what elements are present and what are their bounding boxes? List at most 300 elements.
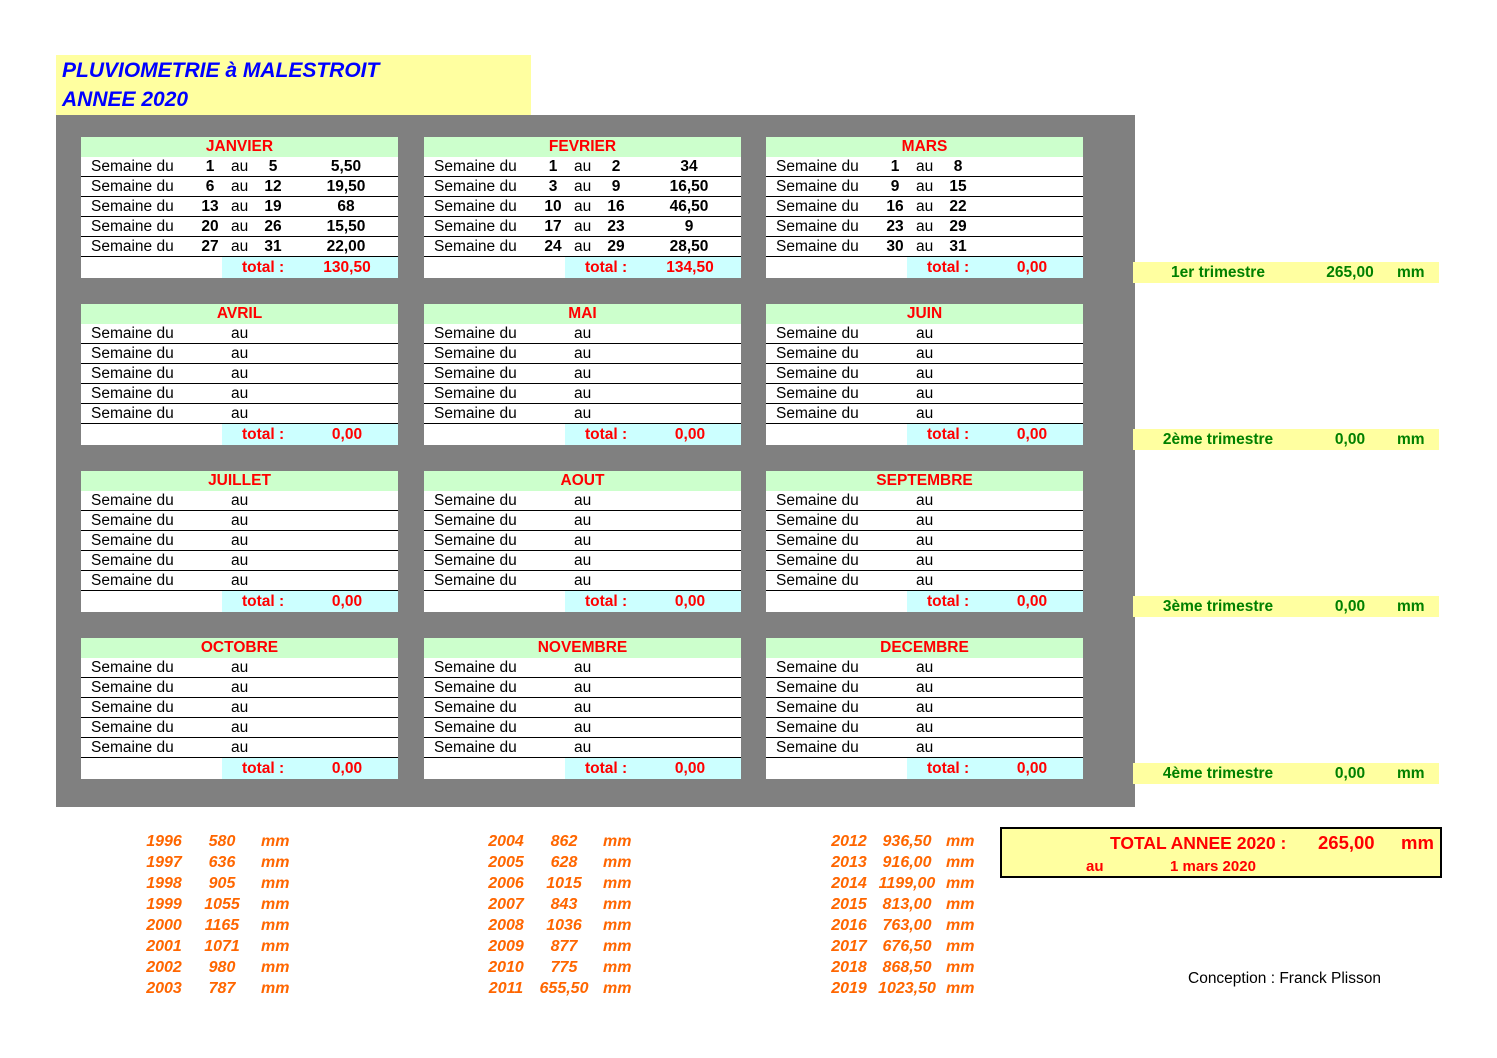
week-label: Semaine du (91, 345, 174, 362)
week-rainfall-value: 5,50 (330, 158, 362, 175)
week-row (81, 237, 398, 257)
week-label: Semaine du (91, 679, 174, 696)
week-end-day: 15 (949, 178, 967, 195)
week-row (766, 551, 1083, 571)
month-header: MARS (766, 137, 1083, 157)
week-row (424, 511, 741, 531)
month-total-cell (907, 758, 1083, 779)
history-unit: mm (261, 959, 290, 976)
history-year: 2000 (146, 917, 182, 934)
week-start-day: 17 (544, 218, 562, 235)
week-rainfall-value: 34 (680, 158, 698, 175)
week-au-label: au (574, 365, 592, 382)
quarter-unit: mm (1397, 598, 1425, 615)
week-label: Semaine du (91, 218, 174, 235)
week-row (424, 217, 741, 237)
history-value: 580 (208, 833, 236, 850)
week-row (81, 344, 398, 364)
week-au-label: au (574, 158, 592, 175)
week-label: Semaine du (776, 572, 859, 589)
history-year: 2013 (831, 854, 867, 871)
history-unit: mm (946, 980, 975, 997)
month-header: FEVRIER (424, 137, 741, 157)
month-total-cell (907, 591, 1083, 612)
history-unit: mm (946, 896, 975, 913)
week-start-day: 3 (548, 178, 558, 195)
week-label: Semaine du (776, 552, 859, 569)
week-rainfall-value: 68 (337, 198, 355, 215)
week-row (424, 551, 741, 571)
history-value: 628 (550, 854, 578, 871)
page-subtitle-year: ANNEE 2020 (62, 88, 189, 111)
month-total-cell (222, 257, 398, 278)
week-label: Semaine du (776, 405, 859, 422)
history-unit: mm (261, 980, 290, 997)
history-unit: mm (261, 833, 290, 850)
week-au-label: au (574, 719, 592, 736)
month-block (424, 304, 741, 445)
week-au-label: au (574, 512, 592, 529)
week-start-day: 27 (201, 238, 219, 255)
week-rainfall-value: 9 (684, 218, 694, 235)
week-au-label: au (574, 699, 592, 716)
month-block (81, 638, 398, 779)
week-label: Semaine du (776, 532, 859, 549)
month-total-row (81, 257, 398, 278)
history-value: 636 (208, 854, 236, 871)
history-value: 877 (550, 938, 578, 955)
week-start-day: 24 (544, 238, 562, 255)
week-au-label: au (916, 719, 934, 736)
week-label: Semaine du (776, 218, 859, 235)
history-unit: mm (261, 896, 290, 913)
week-label: Semaine du (434, 345, 517, 362)
week-row (424, 237, 741, 257)
quarter-value: 0,00 (1334, 431, 1366, 448)
week-label: Semaine du (776, 325, 859, 342)
month-total-row (81, 424, 398, 445)
week-label: Semaine du (91, 238, 174, 255)
month-header: AVRIL (81, 304, 398, 324)
week-row (766, 344, 1083, 364)
week-end-day: 29 (949, 218, 967, 235)
week-label: Semaine du (91, 552, 174, 569)
week-au-label: au (574, 178, 592, 195)
week-rainfall-value: 46,50 (669, 198, 709, 215)
week-label: Semaine du (91, 198, 174, 215)
history-unit: mm (946, 917, 975, 934)
history-year: 1997 (146, 854, 182, 871)
history-year: 2018 (831, 959, 867, 976)
quarter-total (1133, 763, 1439, 784)
month-total-value: 0,00 (331, 426, 363, 443)
week-au-label: au (574, 325, 592, 342)
week-label: Semaine du (434, 719, 517, 736)
week-label: Semaine du (776, 158, 859, 175)
week-row (81, 531, 398, 551)
week-row (424, 678, 741, 698)
week-row (766, 177, 1083, 197)
week-row (766, 157, 1083, 177)
history-value: 1055 (204, 896, 240, 913)
week-label: Semaine du (91, 532, 174, 549)
quarter-label: 4ème trimestre (1162, 765, 1274, 782)
week-row (424, 491, 741, 511)
week-au-label: au (916, 325, 934, 342)
month-total-cell (222, 424, 398, 445)
month-total-label: total : (927, 760, 970, 777)
month-total-row (766, 758, 1083, 779)
week-end-day: 31 (264, 238, 282, 255)
week-row (424, 571, 741, 591)
history-year: 2012 (831, 833, 867, 850)
week-rainfall-value: 15,50 (326, 218, 366, 235)
week-label: Semaine du (776, 679, 859, 696)
week-row (766, 658, 1083, 678)
week-label: Semaine du (434, 405, 517, 422)
week-row (424, 197, 741, 217)
week-label: Semaine du (776, 178, 859, 195)
week-end-day: 19 (264, 198, 282, 215)
week-end-day: 9 (611, 178, 621, 195)
week-label: Semaine du (434, 198, 517, 215)
week-row (424, 718, 741, 738)
week-label: Semaine du (776, 365, 859, 382)
week-label: Semaine du (434, 365, 517, 382)
month-total-label: total : (242, 259, 285, 276)
history-year: 2011 (488, 980, 524, 997)
week-start-day: 1 (548, 158, 558, 175)
week-label: Semaine du (434, 699, 517, 716)
history-value: 1165 (204, 917, 240, 934)
week-start-day: 23 (886, 218, 904, 235)
year-total-unit: mm (1401, 832, 1434, 853)
week-start-day: 1 (205, 158, 215, 175)
history-value: 676,50 (882, 938, 932, 955)
month-total-value: 0,00 (331, 760, 363, 777)
month-total-label: total : (585, 593, 628, 610)
history-year: 1996 (146, 833, 182, 850)
history-unit: mm (603, 980, 632, 997)
week-end-day: 23 (607, 218, 625, 235)
quarter-label: 1er trimestre (1171, 264, 1265, 281)
week-label: Semaine du (776, 492, 859, 509)
week-au-label: au (231, 679, 249, 696)
month-total-cell (907, 257, 1083, 278)
week-end-day: 26 (264, 218, 282, 235)
week-au-label: au (574, 492, 592, 509)
history-unit: mm (946, 959, 975, 976)
week-row (81, 511, 398, 531)
week-row (81, 551, 398, 571)
month-total-label: total : (927, 426, 970, 443)
week-au-label: au (231, 572, 249, 589)
week-au-label: au (231, 739, 249, 756)
week-au-label: au (916, 532, 934, 549)
week-label: Semaine du (91, 365, 174, 382)
history-year: 1999 (146, 896, 182, 913)
week-row (81, 404, 398, 424)
history-year: 2019 (831, 980, 867, 997)
week-start-day: 1 (890, 158, 900, 175)
month-total-value: 130,50 (323, 259, 371, 276)
week-row (81, 324, 398, 344)
week-label: Semaine du (91, 699, 174, 716)
quarter-value: 0,00 (1334, 598, 1366, 615)
month-total-label: total : (585, 259, 628, 276)
week-row (424, 364, 741, 384)
year-total-au: au (1086, 858, 1104, 875)
month-total-label: total : (242, 760, 285, 777)
history-year: 2016 (831, 917, 867, 934)
month-header: DECEMBRE (766, 638, 1083, 658)
week-label: Semaine du (776, 345, 859, 362)
week-row (81, 217, 398, 237)
week-label: Semaine du (776, 739, 859, 756)
week-au-label: au (916, 405, 934, 422)
month-header: JUIN (766, 304, 1083, 324)
week-row (766, 678, 1083, 698)
history-unit: mm (946, 833, 975, 850)
month-block (81, 304, 398, 445)
week-au-label: au (574, 552, 592, 569)
week-au-label: au (574, 572, 592, 589)
history-year: 2007 (488, 896, 524, 913)
month-header: NOVEMBRE (424, 638, 741, 658)
week-au-label: au (916, 739, 934, 756)
history-year: 2009 (488, 938, 524, 955)
month-total-row (766, 424, 1083, 445)
week-label: Semaine du (91, 158, 174, 175)
week-au-label: au (574, 739, 592, 756)
year-total-value: 265,00 (1318, 832, 1375, 853)
week-rainfall-value: 16,50 (669, 178, 709, 195)
week-start-day: 10 (544, 198, 562, 215)
week-start-day: 9 (890, 178, 900, 195)
week-label: Semaine du (434, 178, 517, 195)
month-header: SEPTEMBRE (766, 471, 1083, 491)
month-total-value: 0,00 (1016, 426, 1048, 443)
week-row (424, 698, 741, 718)
week-au-label: au (231, 178, 249, 195)
week-label: Semaine du (776, 512, 859, 529)
week-row (81, 678, 398, 698)
week-au-label: au (574, 532, 592, 549)
week-au-label: au (916, 365, 934, 382)
month-total-row (766, 257, 1083, 278)
history-value: 916,00 (882, 854, 932, 871)
week-row (424, 177, 741, 197)
week-row (81, 197, 398, 217)
month-header: MAI (424, 304, 741, 324)
week-row (766, 404, 1083, 424)
week-au-label: au (231, 512, 249, 529)
month-block (766, 471, 1083, 612)
week-au-label: au (574, 345, 592, 362)
week-start-day: 30 (886, 238, 904, 255)
week-au-label: au (231, 699, 249, 716)
week-label: Semaine du (434, 532, 517, 549)
history-unit: mm (946, 875, 975, 892)
month-header: JANVIER (81, 137, 398, 157)
week-label: Semaine du (91, 719, 174, 736)
week-au-label: au (231, 405, 249, 422)
week-row (81, 571, 398, 591)
month-total-row (424, 758, 741, 779)
history-value: 763,00 (882, 917, 932, 934)
week-row (81, 658, 398, 678)
week-row (766, 718, 1083, 738)
history-value: 843 (550, 896, 578, 913)
week-au-label: au (574, 659, 592, 676)
history-year: 2014 (831, 875, 867, 892)
week-row (81, 177, 398, 197)
history-year: 2003 (146, 980, 182, 997)
history-unit: mm (261, 854, 290, 871)
week-label: Semaine du (776, 699, 859, 716)
month-total-cell (565, 424, 741, 445)
month-total-label: total : (242, 426, 285, 443)
week-au-label: au (231, 552, 249, 569)
history-unit: mm (603, 959, 632, 976)
history-year: 2006 (488, 875, 524, 892)
month-total-label: total : (927, 593, 970, 610)
week-label: Semaine du (434, 325, 517, 342)
week-au-label: au (916, 512, 934, 529)
history-year: 2004 (488, 833, 524, 850)
history-value: 1023,50 (878, 980, 936, 997)
week-row (81, 157, 398, 177)
week-au-label: au (574, 218, 592, 235)
week-row (766, 197, 1083, 217)
week-label: Semaine du (434, 679, 517, 696)
month-total-value: 0,00 (1016, 760, 1048, 777)
month-total-value: 0,00 (331, 593, 363, 610)
week-row (766, 384, 1083, 404)
quarter-total (1133, 262, 1439, 283)
week-label: Semaine du (434, 512, 517, 529)
week-au-label: au (916, 659, 934, 676)
week-start-day: 20 (201, 218, 219, 235)
week-label: Semaine du (434, 739, 517, 756)
history-year: 1998 (146, 875, 182, 892)
week-row (766, 698, 1083, 718)
week-label: Semaine du (434, 218, 517, 235)
week-end-day: 5 (268, 158, 278, 175)
week-au-label: au (916, 385, 934, 402)
week-au-label: au (231, 492, 249, 509)
week-label: Semaine du (91, 512, 174, 529)
week-row (424, 531, 741, 551)
history-value: 862 (550, 833, 578, 850)
quarter-label: 2ème trimestre (1162, 431, 1274, 448)
week-end-day: 22 (949, 198, 967, 215)
history-unit: mm (603, 875, 632, 892)
history-value: 787 (208, 980, 236, 997)
week-au-label: au (231, 158, 249, 175)
week-au-label: au (574, 238, 592, 255)
week-au-label: au (574, 679, 592, 696)
week-row (766, 738, 1083, 758)
month-total-cell (222, 591, 398, 612)
week-rainfall-value: 22,00 (326, 238, 366, 255)
week-row (766, 364, 1083, 384)
month-block (424, 638, 741, 779)
week-au-label: au (231, 532, 249, 549)
week-row (81, 718, 398, 738)
week-row (766, 571, 1083, 591)
week-label: Semaine du (434, 158, 517, 175)
quarter-value: 265,00 (1326, 264, 1374, 281)
history-year: 2008 (488, 917, 524, 934)
week-row (81, 384, 398, 404)
year-total-label: TOTAL ANNEE 2020 : (1110, 833, 1287, 853)
week-au-label: au (574, 405, 592, 422)
week-end-day: 2 (611, 158, 621, 175)
week-row (766, 217, 1083, 237)
week-label: Semaine du (91, 405, 174, 422)
month-total-value: 0,00 (674, 426, 706, 443)
history-value: 1015 (546, 875, 582, 892)
month-total-row (424, 257, 741, 278)
week-row (81, 491, 398, 511)
week-au-label: au (916, 679, 934, 696)
quarter-value: 0,00 (1334, 765, 1366, 782)
month-block (766, 137, 1083, 278)
month-total-value: 0,00 (674, 593, 706, 610)
week-row (81, 698, 398, 718)
week-au-label: au (574, 385, 592, 402)
year-total-box (1000, 827, 1442, 878)
month-total-cell (565, 591, 741, 612)
week-row (766, 324, 1083, 344)
page-title: PLUVIOMETRIE à MALESTROIT (62, 59, 380, 82)
week-label: Semaine du (434, 572, 517, 589)
month-total-label: total : (585, 426, 628, 443)
week-row (424, 658, 741, 678)
week-au-label: au (916, 345, 934, 362)
week-au-label: au (916, 572, 934, 589)
week-label: Semaine du (776, 238, 859, 255)
week-label: Semaine du (91, 385, 174, 402)
week-row (81, 364, 398, 384)
month-total-value: 0,00 (1016, 259, 1048, 276)
week-au-label: au (231, 325, 249, 342)
week-start-day: 6 (205, 178, 215, 195)
history-unit: mm (603, 854, 632, 871)
week-label: Semaine du (434, 659, 517, 676)
history-value: 936,50 (882, 833, 932, 850)
month-block (424, 471, 741, 612)
month-total-label: total : (242, 593, 285, 610)
title-box (56, 55, 531, 115)
week-au-label: au (231, 218, 249, 235)
week-end-day: 12 (264, 178, 282, 195)
month-total-row (766, 591, 1083, 612)
week-label: Semaine du (776, 385, 859, 402)
quarter-total (1133, 429, 1439, 450)
month-total-cell (565, 758, 741, 779)
week-au-label: au (574, 198, 592, 215)
month-total-value: 0,00 (674, 760, 706, 777)
history-unit: mm (261, 875, 290, 892)
week-au-label: au (916, 198, 934, 215)
quarter-total (1133, 596, 1439, 617)
week-label: Semaine du (91, 178, 174, 195)
history-value: 655,50 (539, 980, 589, 997)
week-end-day: 8 (953, 158, 963, 175)
week-label: Semaine du (776, 719, 859, 736)
